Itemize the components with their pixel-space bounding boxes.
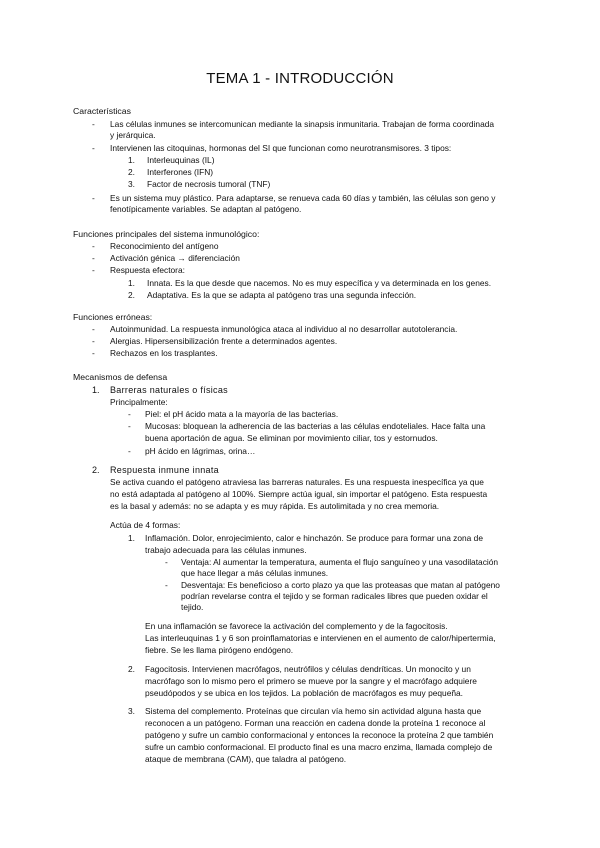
list-item: Alergias. Hipersensibilización frente a determinados agentes.: [110, 336, 338, 346]
list-item-cont: podrían revelarse contra el tejido y se forman radicales libres que pueden oxidar el: [181, 591, 488, 601]
list-item: Factor de necrosis tumoral (TNF): [147, 179, 271, 189]
paragraph-line: pseudópodos y se ubica en los tejidos. La población de macrófagos es muy pequeña.: [145, 688, 463, 698]
list-item-cont: que hace llegar a más células inmunes.: [181, 568, 329, 578]
page-title: TEMA 1 - INTRODUCCIÓN: [206, 70, 394, 87]
list-item-cont: buena aportación de agua. Se eliminan por movimiento ciliar, tos y estornudos.: [145, 433, 438, 443]
number-marker: 1.: [92, 385, 100, 395]
paragraph-line: ataque de membrana (CAM), que taladra al patógeno.: [145, 754, 347, 764]
list-item-cont: fenotípicamente variables. Se adaptan al patógeno.: [110, 204, 302, 214]
number-marker: 3.: [128, 179, 135, 189]
paragraph-line: Sistema del complemento. Proteínas que circulan vía hemo sin actividad alguna hasta que: [145, 706, 482, 716]
paragraph-line: Se activa cuando el patógeno atraviesa las barreras naturales. Es una respuesta inespecífica ya que: [110, 477, 484, 487]
subsection-title-innata: Respuesta inmune innata: [110, 465, 219, 475]
bullet-dash: -: [128, 409, 131, 419]
paragraph-line: patógeno y sufre un cambio conformacional y entonces la reconoce la proteína 2 que también: [145, 730, 494, 740]
paragraph-line: Fagocitosis. Intervienen macrófagos, neutrófilos y células dendríticas. Un monocito y un: [145, 664, 471, 674]
list-item: Interleuquinas (IL): [147, 155, 215, 165]
number-marker: 1.: [128, 533, 135, 543]
list-item: Interferones (IFN): [147, 167, 214, 177]
bullet-dash: -: [165, 580, 168, 590]
paragraph-line: sufre un cambio conformacional. El producto final es una macro enzima, llamada complejo de: [145, 742, 493, 752]
list-item: pH ácido en lágrimas, orina…: [145, 446, 256, 456]
bullet-dash: -: [128, 421, 131, 431]
list-item: Desventaja: Es beneficioso a corto plazo ya que las proteasas que matan al patógeno: [181, 580, 500, 590]
list-item: Autoinmunidad. La respuesta inmunológica ataca al individuo al no desarrollar autotolerancia.: [110, 324, 458, 334]
bullet-dash: -: [92, 119, 95, 129]
formas-label: Actúa de 4 formas:: [110, 520, 181, 530]
number-marker: 2.: [92, 465, 100, 475]
list-item: Respuesta efectora:: [110, 265, 185, 275]
section-heading-funciones: Funciones principales del sistema inmunológico:: [73, 229, 260, 239]
bullet-dash: -: [92, 324, 95, 334]
number-marker: 1.: [128, 155, 135, 165]
list-item: Rechazos en los trasplantes.: [110, 348, 218, 358]
paragraph-line: reconocen a un patógeno. Forman una reacción en cadena donde la proteína 1 reconoce al: [145, 718, 486, 728]
number-marker: 2.: [128, 290, 135, 300]
paragraph-line: es la basal y además: no se adapta y es muy rápida. Es autolimitada y no crea memoria.: [110, 501, 440, 511]
bullet-dash: -: [92, 193, 95, 203]
paragraph-line: macrófago son lo mismo pero el primero se mueve por la sangre y el macrófago adquiere: [145, 676, 477, 686]
bullet-dash: -: [92, 143, 95, 153]
list-item: Es un sistema muy plástico. Para adaptarse, se renueva cada 60 días y también, las células son geno y: [110, 193, 496, 203]
list-item-cont: tejido.: [181, 602, 204, 612]
section-heading-mecanismos: Mecanismos de defensa: [73, 372, 168, 382]
number-marker: 2.: [128, 167, 135, 177]
list-item: Innata. Es la que desde que nacemos. No es muy específica y va determinada en los genes.: [147, 278, 492, 288]
bullet-dash: -: [92, 336, 95, 346]
list-item: Mucosas: bloquean la adherencia de las bacterias a las células endoteliales. Hace falta una: [145, 421, 486, 431]
paragraph-line: fiebre. Se les llama pirógeno endógeno.: [145, 645, 294, 655]
number-marker: 2.: [128, 664, 135, 674]
bullet-dash: -: [165, 557, 168, 567]
section-heading-erroneas: Funciones erróneas:: [73, 312, 153, 322]
list-item: Las células inmunes se intercomunican mediante la sinapsis inmunitaria. Trabajan de forma coordinada: [110, 119, 495, 129]
bullet-dash: -: [92, 253, 95, 263]
list-item: Reconocimiento del antígeno: [110, 241, 219, 251]
paragraph-line: Inflamación. Dolor, enrojecimiento, calor e hinchazón. Se produce para formar una zona de: [145, 533, 483, 543]
number-marker: 3.: [128, 706, 135, 716]
bullet-dash: -: [92, 348, 95, 358]
list-item: Ventaja: Al aumentar la temperatura, aumenta el flujo sanguíneo y una vasodilatación: [181, 557, 499, 567]
list-item-cont: y jerárquica.: [110, 130, 156, 140]
section-heading-caracteristicas: Características: [73, 106, 131, 116]
paragraph-line: trabajo adecuada para las células inmunes.: [145, 545, 307, 555]
paragraph-line: Las interleuquinas 1 y 6 son proinflamatorias e intervienen en el aumento de calor/hipertermia,: [145, 633, 496, 643]
list-item: Piel: el pH ácido mata a la mayoría de las bacterias.: [145, 409, 339, 419]
list-item: Activación génica → diferenciación: [110, 253, 240, 263]
bullet-dash: -: [92, 265, 95, 275]
bullet-dash: -: [128, 446, 131, 456]
paragraph-line: En una inflamación se favorece la activación del complemento y de la fagocitosis.: [145, 621, 448, 631]
paragraph-line: no está adaptada al patógeno al 100%. Siempre actúa igual, sin importar el patógeno. Esta respuesta: [110, 489, 488, 499]
subsection-intro: Principalmente:: [110, 397, 168, 407]
bullet-dash: -: [92, 241, 95, 251]
number-marker: 1.: [128, 278, 135, 288]
subsection-title-barreras: Barreras naturales o físicas: [110, 385, 228, 395]
list-item: Adaptativa. Es la que se adapta al patógeno tras una segunda infección.: [147, 290, 417, 300]
list-item: Intervienen las citoquinas, hormonas del SI que funcionan como neurotransmisores. 3 tipos:: [110, 143, 452, 153]
